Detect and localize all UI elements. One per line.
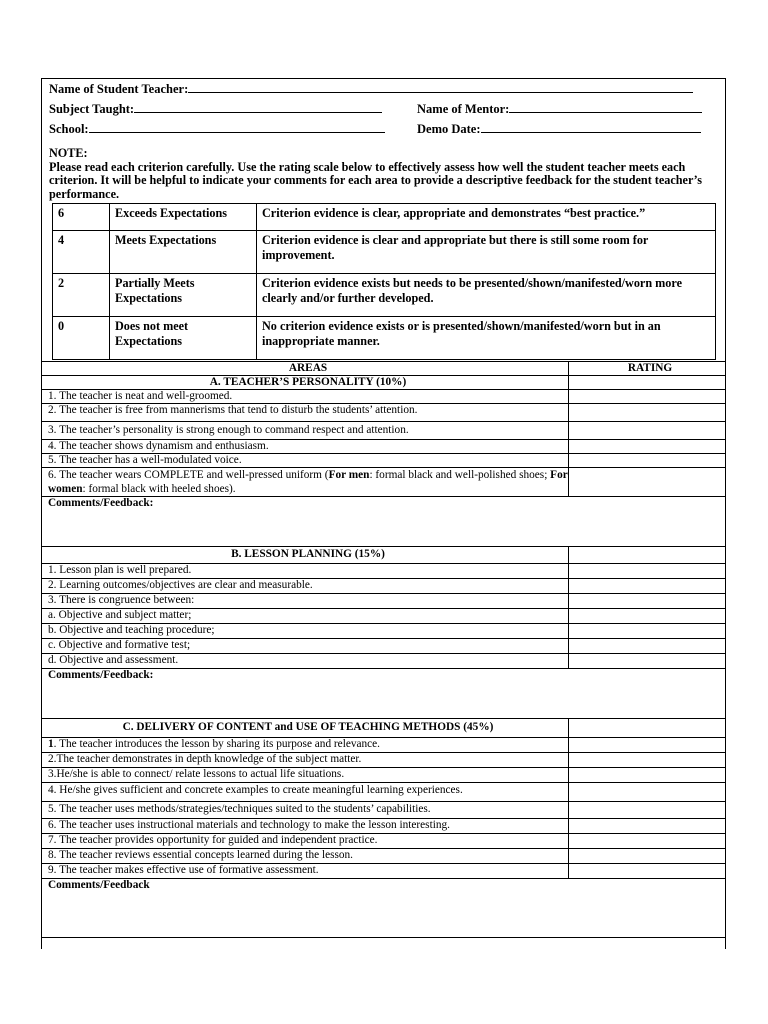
criterion-text: 1. Lesson plan is well prepared. [42, 564, 569, 579]
rating-cell[interactable] [569, 639, 726, 654]
rating-cell[interactable] [569, 547, 726, 564]
criterion-row [42, 404, 726, 422]
criterion-text: 5. The teacher has a well-modulated voice. [42, 454, 569, 468]
criterion-row [42, 639, 726, 654]
comments-row [42, 497, 726, 547]
subject-label: Subject Taught: [49, 102, 135, 116]
criterion-text-part: . The teacher introduces the lesson by sharing its purpose and relevance. [53, 738, 381, 750]
criterion-row [42, 564, 726, 579]
rating-cell[interactable] [569, 440, 726, 454]
criterion-text-bold: For men [328, 469, 370, 481]
section-c-title-row [42, 719, 726, 738]
section-title: A. TEACHER’S PERSONALITY (10%) [42, 376, 569, 390]
scale-score: 6 [53, 204, 110, 231]
criterion-text: 3. The teacher’s personality is strong enough to command respect and attention. [42, 422, 569, 440]
comments-feedback[interactable] [42, 497, 726, 547]
rating-cell[interactable] [569, 579, 726, 594]
criterion-row [42, 768, 726, 783]
criterion-row [42, 753, 726, 768]
criterion-text: 7. The teacher provides opportunity for guided and independent practice. [42, 834, 569, 849]
rating-cell[interactable] [569, 783, 726, 802]
section-title: B. LESSON PLANNING (15%) [42, 547, 569, 564]
criterion-text: 2. Learning outcomes/objectives are clear and measurable. [42, 579, 569, 594]
rating-cell[interactable] [569, 564, 726, 579]
criterion-text: 4. The teacher shows dynamism and enthusiasm. [42, 440, 569, 454]
criterion-row [42, 609, 726, 624]
rating-cell[interactable] [569, 422, 726, 440]
comments-feedback[interactable] [42, 879, 726, 950]
scale-description: Criterion evidence is clear, appropriate and demonstrates “best practice.” [257, 204, 716, 231]
scale-score: 4 [53, 231, 110, 274]
rating-cell[interactable] [569, 594, 726, 609]
school-blank[interactable] [89, 121, 385, 133]
comments-row [42, 879, 726, 950]
criterion-text: 4. He/she gives sufficient and concrete examples to create meaningful learning experiences. [42, 783, 569, 802]
criterion-text-bold: For women [48, 469, 568, 495]
demo-date-blank[interactable] [481, 121, 701, 133]
rating-cell[interactable] [569, 654, 726, 669]
student-teacher-label: Name of Student Teacher: [49, 82, 189, 96]
section-title: C. DELIVERY OF CONTENT and USE OF TEACHING METHODS (45%) [42, 719, 569, 738]
criterion-text [42, 468, 569, 497]
school-field [49, 121, 385, 137]
note-text: Please read each criterion carefully. Use the rating scale below to effectively assess how well the student teacher meets each criterion. It will be helpful to indicate your comments for each area to provide a descriptive feedback for the student teacher’s performance. [49, 159, 702, 201]
subject-field [49, 101, 382, 117]
rating-cell[interactable] [569, 624, 726, 639]
criterion-text: 6. The teacher uses instructional materials and technology to make the lesson interesting. [42, 819, 569, 834]
scale-level: Exceeds Expectations [110, 204, 257, 231]
areas-table [41, 361, 726, 949]
criterion-row [42, 849, 726, 864]
scale-description: No criterion evidence exists or is presented/shown/manifested/worn but in an inappropriate manner. [257, 317, 716, 360]
subject-blank[interactable] [134, 101, 382, 113]
note-title: NOTE: [49, 146, 88, 160]
rating-cell[interactable] [569, 390, 726, 404]
criterion-row [42, 468, 726, 497]
criterion-row [42, 654, 726, 669]
criterion-text-part: : formal black and well-polished shoes; [369, 469, 551, 481]
criterion-row [42, 454, 726, 468]
scale-level: Meets Expectations [110, 231, 257, 274]
rating-cell[interactable] [569, 609, 726, 624]
scale-row [53, 204, 716, 231]
criterion-row [42, 738, 726, 753]
criterion-text: a. Objective and subject matter; [42, 609, 569, 624]
scale-row [53, 317, 716, 360]
comments-label: Comments/Feedback: [48, 669, 154, 681]
criterion-row [42, 783, 726, 802]
criterion-text [42, 738, 569, 753]
criterion-row [42, 440, 726, 454]
comments-row [42, 669, 726, 719]
mentor-label: Name of Mentor: [417, 102, 510, 116]
criterion-number: 1 [48, 738, 54, 750]
demo-date-label: Demo Date: [417, 122, 481, 136]
rating-cell[interactable] [569, 802, 726, 819]
criterion-row [42, 819, 726, 834]
note-block [49, 147, 719, 201]
rating-cell[interactable] [569, 719, 726, 738]
criterion-text: 8. The teacher reviews essential concepts learned during the lesson. [42, 849, 569, 864]
section-a-title-row [42, 376, 726, 390]
criterion-row [42, 390, 726, 404]
evaluation-form [41, 78, 726, 938]
mentor-blank[interactable] [509, 101, 702, 113]
scale-score: 2 [53, 274, 110, 317]
student-teacher-blank[interactable] [188, 81, 693, 93]
scale-level: Partially Meets Expectations [110, 274, 257, 317]
criterion-row [42, 802, 726, 819]
areas-header-row [42, 362, 726, 376]
mentor-field [417, 101, 702, 117]
criterion-text: 9. The teacher makes effective use of formative assessment. [42, 864, 569, 879]
criterion-row [42, 422, 726, 440]
criterion-text: 2.The teacher demonstrates in depth knowledge of the subject matter. [42, 753, 569, 768]
rating-cell[interactable] [569, 468, 726, 497]
criterion-row [42, 624, 726, 639]
comments-label: Comments/Feedback: [48, 497, 154, 509]
section-b-title-row [42, 547, 726, 564]
scale-description: Criterion evidence is clear and appropriate but there is still some room for improvement. [257, 231, 716, 274]
rating-cell[interactable] [569, 768, 726, 783]
criterion-text: c. Objective and formative test; [42, 639, 569, 654]
criterion-row [42, 864, 726, 879]
criterion-text: 2. The teacher is free from mannerisms that tend to disturb the students’ attention. [42, 404, 569, 422]
rating-cell[interactable] [569, 454, 726, 468]
comments-feedback[interactable] [42, 669, 726, 719]
criterion-text-part: 6. The teacher wears COMPLETE and well-pressed uniform ( [48, 469, 329, 481]
criterion-text: b. Objective and teaching procedure; [42, 624, 569, 639]
criterion-text: 3. There is congruence between: [42, 594, 569, 609]
rating-cell[interactable] [569, 376, 726, 390]
scale-score: 0 [53, 317, 110, 360]
scale-description: Criterion evidence exists but needs to be presented/shown/manifested/worn more clearly and/or further developed. [257, 274, 716, 317]
rating-cell[interactable] [569, 849, 726, 864]
criterion-text: 1. The teacher is neat and well-groomed. [42, 390, 569, 404]
criterion-text: 3.He/she is able to connect/ relate lessons to actual life situations. [42, 768, 569, 783]
demo-date-field [417, 121, 701, 137]
rating-cell[interactable] [569, 404, 726, 422]
rating-cell[interactable] [569, 753, 726, 768]
rating-header: RATING [569, 362, 726, 376]
criterion-text: 5. The teacher uses methods/strategies/techniques suited to the students’ capabilities. [42, 802, 569, 819]
criterion-row [42, 834, 726, 849]
student-teacher-field [49, 81, 693, 97]
criterion-text: d. Objective and assessment. [42, 654, 569, 669]
rating-scale-table [52, 203, 716, 360]
comments-label: Comments/Feedback [48, 879, 150, 891]
scale-row [53, 274, 716, 317]
rating-cell[interactable] [569, 819, 726, 834]
criterion-text-part: : formal black with heeled shoes). [82, 483, 236, 495]
areas-header: AREAS [42, 362, 569, 376]
scale-level: Does not meet Expectations [110, 317, 257, 360]
rating-cell[interactable] [569, 834, 726, 849]
rating-cell[interactable] [569, 864, 726, 879]
scale-row [53, 231, 716, 274]
rating-cell[interactable] [569, 738, 726, 753]
criterion-row [42, 594, 726, 609]
school-label: School: [49, 122, 89, 136]
criterion-row [42, 579, 726, 594]
